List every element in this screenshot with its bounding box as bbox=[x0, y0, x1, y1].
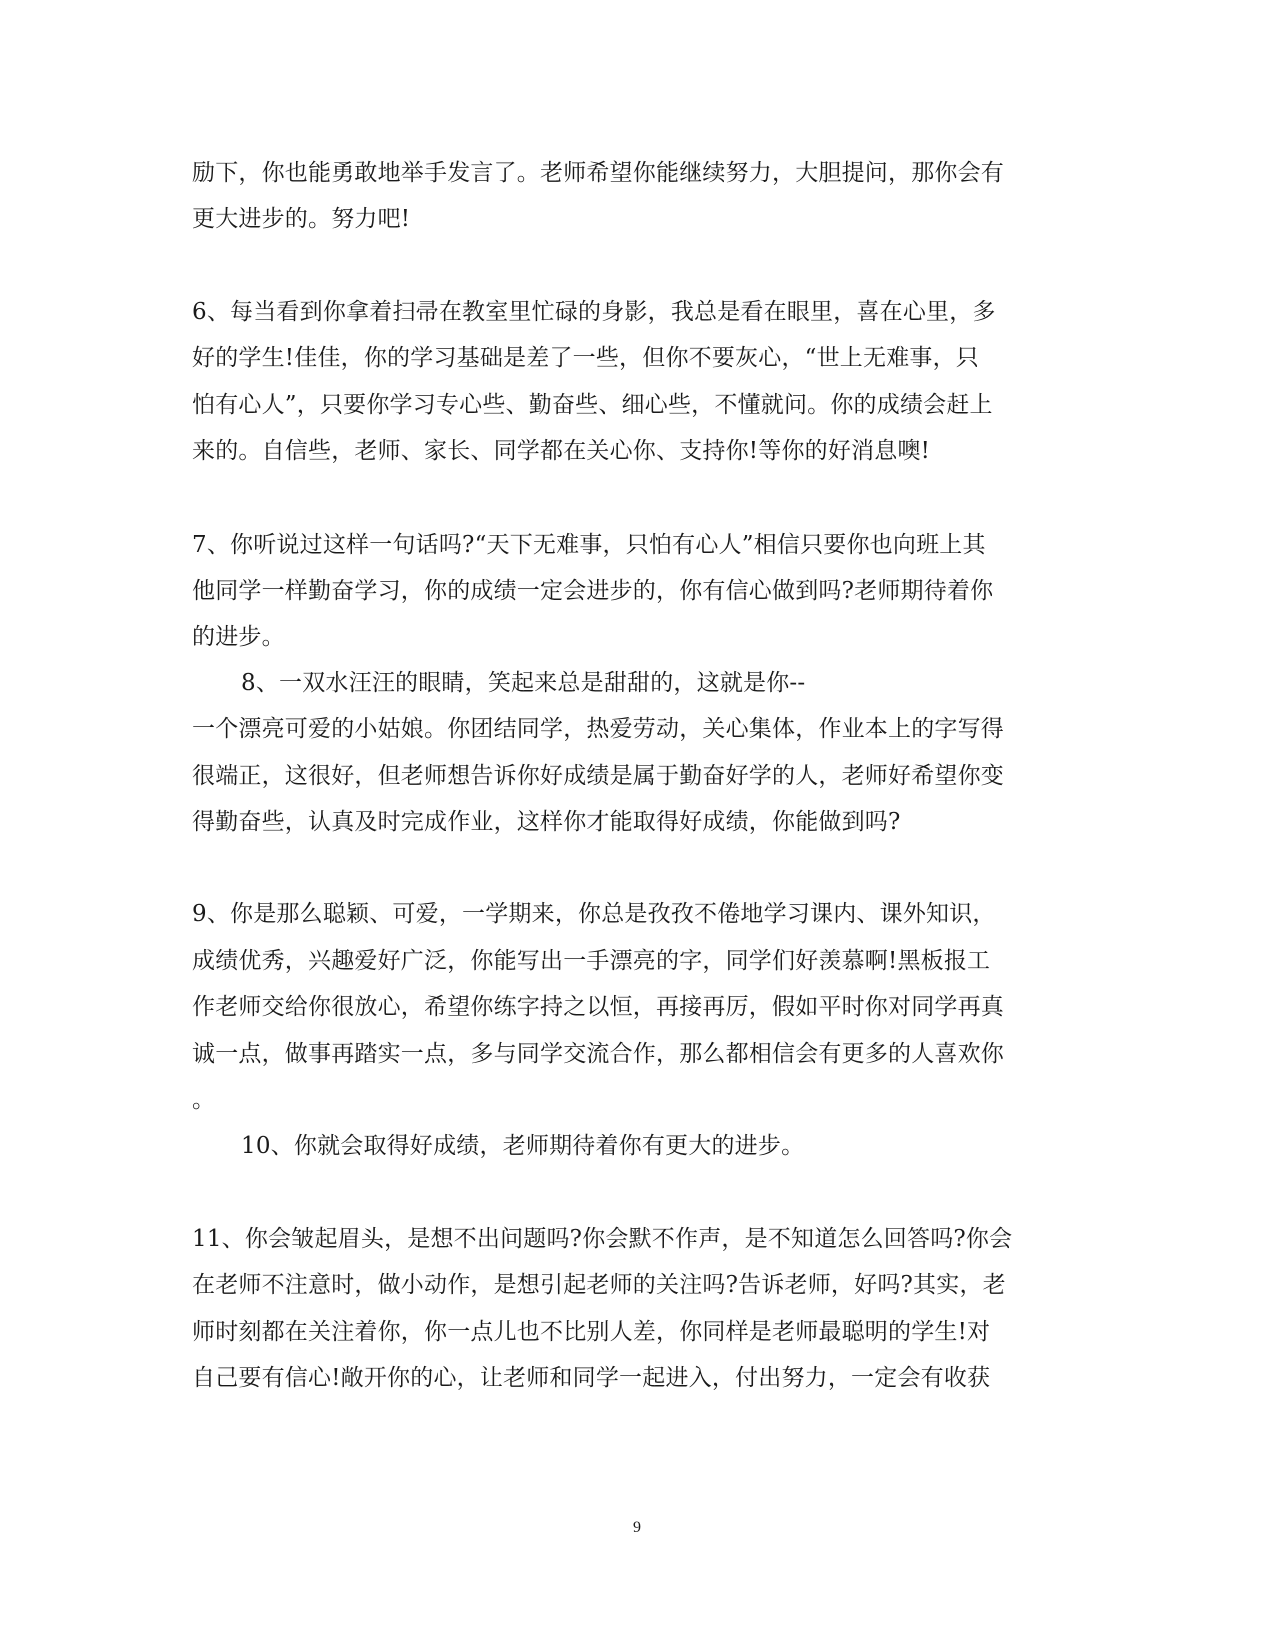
text-line: 的进步。 bbox=[192, 624, 285, 650]
text-line: 得勤奋些，认真及时完成作业，这样你才能取得好成绩，你能做到吗? bbox=[192, 809, 901, 835]
text-line: 一个漂亮可爱的小姑娘。你团结同学，热爱劳动，关心集体，作业本上的字写得 bbox=[192, 716, 1004, 742]
text-line: 来的。自信些，老师、家长、同学都在关心你、支持你!等你的好消息噢! bbox=[192, 438, 931, 464]
text-line: 好的学生!佳佳，你的学习基础是差了一些，但你不要灰心，“世上无难事，只 bbox=[192, 345, 980, 371]
text-line: 9、你是那么聪颖、可爱，一学期来，你总是孜孜不倦地学习课内、课外知识， bbox=[192, 901, 996, 927]
text-line: 他同学一样勤奋学习，你的成绩一定会进步的，你有信心做到吗?老师期待着你 bbox=[192, 578, 994, 604]
text-line: 8、一双水汪汪的眼睛，笑起来总是甜甜的，这就是你-- bbox=[241, 670, 806, 696]
text-line: 自己要有信心!敞开你的心，让老师和同学一起进入，付出努力，一定会有收获 bbox=[192, 1365, 991, 1391]
text-line: 7、你听说过这样一句话吗?“天下无难事，只怕有心人”相信只要你也向班上其 bbox=[192, 532, 986, 558]
text-line: 11、你会皱起眉头，是想不出问题吗?你会默不作声，是不知道怎么回答吗?你会 bbox=[192, 1226, 1013, 1252]
text-line: 成绩优秀，兴趣爱好广泛，你能写出一手漂亮的字，同学们好羡慕啊!黑板报工 bbox=[192, 948, 991, 974]
page-number: 9 bbox=[633, 1519, 641, 1536]
text-line: 怕有心人”，只要你学习专心些、勤奋些、细心些，不懂就问。你的成绩会赶上 bbox=[192, 392, 993, 418]
text-line: 在老师不注意时，做小动作，是想引起老师的关注吗?告诉老师，好吗?其实，老 bbox=[192, 1272, 1006, 1298]
text-line: 励下，你也能勇敢地举手发言了。老师希望你能继续努力，大胆提问，那你会有 bbox=[192, 160, 1004, 186]
text-line: 诚一点，做事再踏实一点，多与同学交流合作，那么都相信会有更多的人喜欢你 bbox=[192, 1041, 1004, 1067]
text-line: 。 bbox=[192, 1087, 216, 1113]
text-line: 很端正，这很好，但老师想告诉你好成绩是属于勤奋好学的人，老师好希望你变 bbox=[192, 763, 1004, 789]
text-line: 6、每当看到你拿着扫帚在教室里忙碌的身影，我总是看在眼里，喜在心里，多 bbox=[192, 299, 996, 325]
text-line: 更大进步的。努力吧! bbox=[192, 206, 411, 232]
text-line: 作老师交给你很放心，希望你练字持之以恒，再接再厉，假如平时你对同学再真 bbox=[192, 994, 1004, 1020]
text-line: 师时刻都在关注着你，你一点儿也不比别人差，你同样是老师最聪明的学生!对 bbox=[192, 1319, 991, 1345]
text-line: 10、你就会取得好成绩，老师期待着你有更大的进步。 bbox=[241, 1133, 805, 1159]
